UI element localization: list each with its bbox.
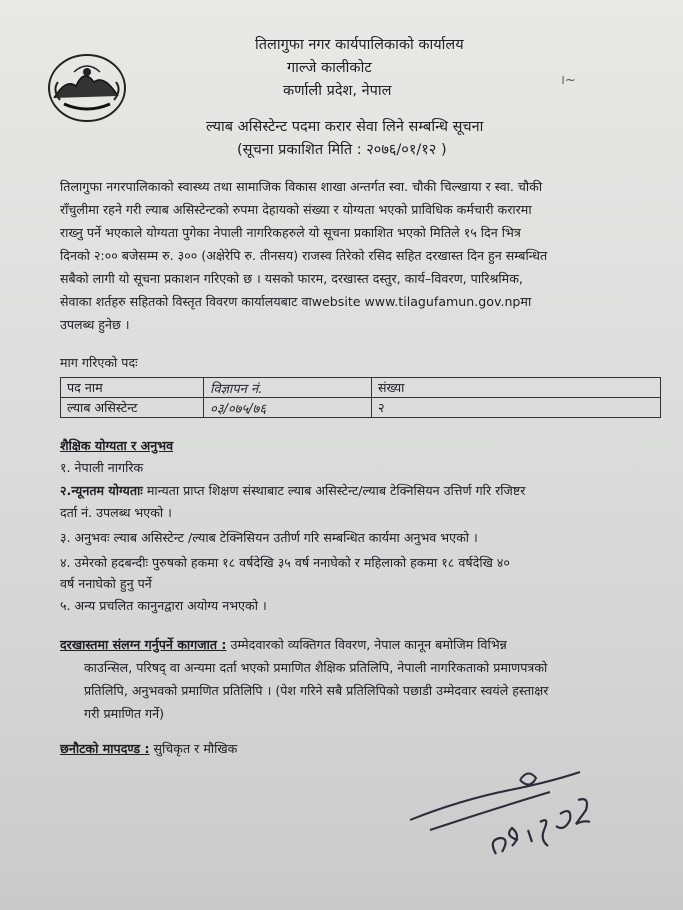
documents-line-2: काउन्सिल, परिषद् वा अन्यमा दर्ता भएको प्रमाणित शैक्षिक प्रतिलिपि, नेपाली नागरिकताको प्रमाणपत्रको <box>84 660 548 675</box>
signature <box>400 760 640 870</box>
criteria-text: सुचिकृत र मौखिक <box>149 741 238 756</box>
nepal-emblem <box>46 52 128 124</box>
qualification-item-4: ४. उमेरको हदबन्दीः पुरुषको हकमा १८ वर्षदेखि ३५ वर्ष ननाघेको र महिलाको हकमा १८ वर्षदेखि ४० <box>60 555 510 570</box>
documents-text-1: उम्मेदवारको व्यक्तिगत विवरण, नेपाल कानून बमोजिम विभिन्न <box>226 637 507 652</box>
table-row <box>61 378 661 398</box>
documents-heading: दरखास्तमा संलग्न गर्नुपर्ने कागजात : <box>60 637 227 652</box>
qualification-item-2-cont: दर्ता नं. उपलब्ध भएको । <box>60 505 172 520</box>
cell-count: २ <box>372 398 661 418</box>
cell-handwritten-number: ०३/०७५/७६ <box>204 398 372 418</box>
body-line-5: सबैको लागी यो सूचना प्रकाशन गरिएको छ । यसको फारम, दरखास्त दस्तुर, कार्य–विवरण, पारिश्रमिक, <box>60 271 523 286</box>
body-line-6: सेवाका शर्तहरु सहितको विस्तृत विवरण कार्यालयबाट वाwebsite www.tilagufamun.gov.npमा <box>60 294 532 309</box>
documents-line-1 <box>60 634 507 656</box>
criteria-heading: छनौटको मापदण्ड : <box>60 741 150 756</box>
publish-date: (सूचना प्रकाशित मिति : २०७६/०१/१२ ) <box>237 142 447 158</box>
office-location: गाल्जे कालीकोट <box>287 60 372 76</box>
qualification-item-3: ३. अनुभवः ल्याब असिस्टेन्ट /ल्याब टेक्निसियन उतीर्ण गरि सम्बन्धित कार्यमा अनुभव भएको । <box>60 530 478 545</box>
qualification-item-2 <box>60 480 525 502</box>
qualification-item-2-text: मान्यता प्राप्त शिक्षण संस्थाबाट ल्याब असिस्टेन्ट/ल्याब टेक्निसियन उत्तिर्ण गरि रजिष्टर <box>142 483 526 498</box>
col-handwritten: विज्ञापन नं. <box>204 378 372 398</box>
documents-line-3: प्रतिलिपि, अनुभवको प्रमाणित प्रतिलिपि । (पेश गरिने सबै प्रतिलिपिको पछाडी उम्मेदवार स्वयंले हस्ताक्षर <box>84 683 549 698</box>
qualification-item-2-label: २.न्यूनतम योग्यताः <box>60 483 143 498</box>
col-count: संख्या <box>372 378 661 398</box>
qualification-heading: शैक्षिक योग्यता र अनुभव <box>60 438 174 453</box>
qualification-item-4-cont: वर्ष ननाघेको हुनु पर्ने <box>60 576 152 591</box>
body-line-4: दिनको २:०० बजेसम्म रु. ३०० (अक्षेरेपि रु. तीनसय) राजस्व तिरेको रसिद सहित दरखास्त दिन हुन सम्बन्धित <box>60 248 548 263</box>
body-line-2: राँचुलीमा रहने गरी ल्याब असिस्टेन्टको रुपमा देहायको संख्या र योग्यता भएको प्राविधिक कर्मचारी करारमा <box>60 202 532 217</box>
cell-post-name: ल्याब असिस्टेन्ट <box>61 398 204 418</box>
margin-mark: ।~ <box>560 73 576 88</box>
office-title: तिलागुफा नगर कार्यपालिकाको कार्यालय <box>255 37 464 53</box>
office-province: कर्णाली प्रदेश, नेपाल <box>283 83 392 99</box>
col-post-name: पद नाम <box>61 378 204 398</box>
positions-heading: माग गरिएको पदः <box>60 355 138 370</box>
notice-title: ल्याब असिस्टेन्ट पदमा करार सेवा लिने सम्बन्धि सूचना <box>206 119 484 135</box>
qualification-item-5: ५. अन्य प्रचलित कानुनद्वारा अयोग्य नभएको । <box>60 598 267 613</box>
table-row <box>61 398 661 418</box>
qualification-item-1: १. नेपाली नागरिक <box>60 460 144 475</box>
documents-line-4: गरी प्रमाणित गर्ने) <box>84 706 165 721</box>
body-line-1: तिलागुफा नगरपालिकाको स्वास्थ्य तथा सामाजिक विकास शाखा अन्तर्गत स्वा. चौकी चिल्खाया र स्वा. चौकी <box>60 179 543 194</box>
body-line-7: उपलब्ध हुनेछ । <box>60 317 130 332</box>
positions-table <box>60 377 661 418</box>
criteria-line <box>60 738 237 760</box>
body-line-3: राख्नु पर्ने भएकाले योग्यता पुगेका नेपाली नागरिकहरुले यो सूचना प्रकाशित भएको मितिले १५ दिन भित्र <box>60 225 521 240</box>
